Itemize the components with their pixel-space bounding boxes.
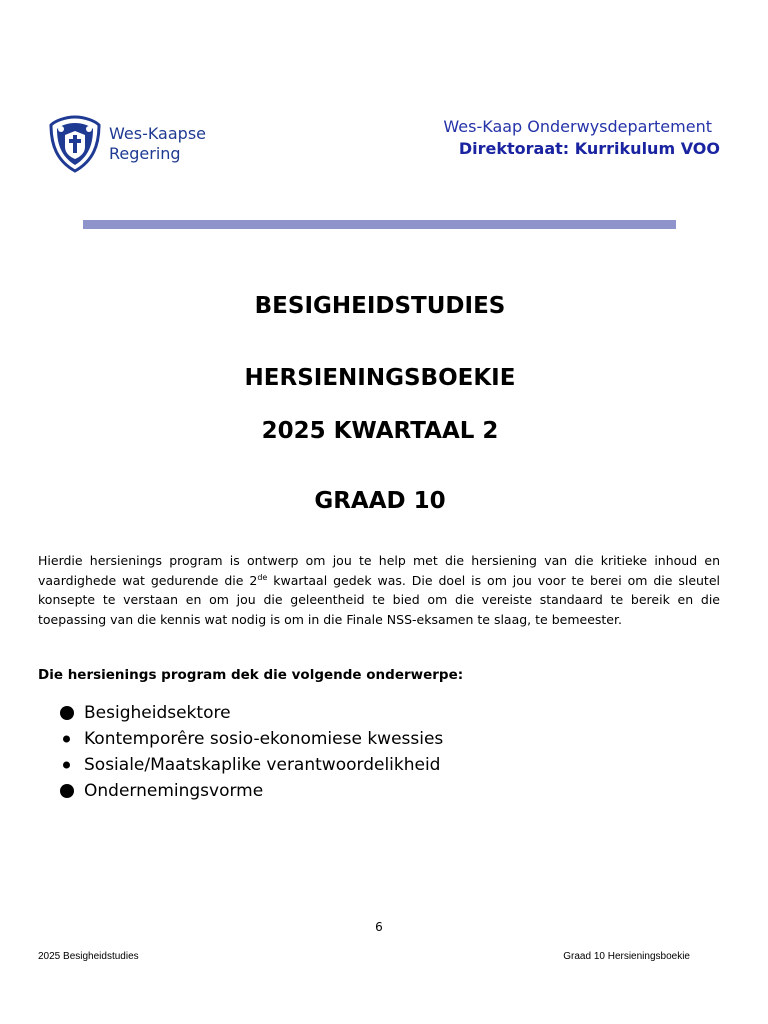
directorate-name: Direktoraat: Kurrikulum VOO (458, 139, 720, 158)
page-number: 6 (375, 920, 383, 934)
list-item (60, 778, 443, 804)
intro-paragraph (38, 551, 720, 629)
topic-label: Besigheidsektore (84, 703, 231, 723)
logo-text-line1: Wes-Kaapse (109, 124, 206, 143)
list-item (60, 700, 443, 726)
subject-title: BESIGHEIDSTUDIES (254, 293, 506, 319)
topics-list (60, 700, 443, 804)
list-item (60, 752, 443, 778)
bullet-icon (60, 784, 74, 798)
footer-right: Graad 10 Hersieningsboekie (563, 951, 690, 962)
topic-label: Kontemporêre sosio-ekonomiese kwessies (84, 729, 444, 749)
booklet-title: HERSIENINGSBOEKIE (244, 365, 516, 391)
bullet-icon (63, 736, 70, 743)
intro-part1: Hierdie hersienings program is ontwerp om jou te help met die hersiening van die kritieke inhoud en vaardighede wat gedurende die 2 (38, 553, 720, 588)
intro-part2: kwartaal gedek was. Die doel is om jou voor te berei om die sleutel konsepte te verstaan en om jou die geleentheid te bied om die vereiste standaard te bereik en die toepassing van die kennis wat nodig is om in die Finale NSS-eksamen te slaag, te bemeester. (38, 572, 720, 627)
coat-of-arms-icon (47, 115, 103, 173)
term-title: 2025 KWARTAAL 2 (261, 418, 499, 444)
footer-left: 2025 Besigheidstudies (38, 951, 139, 962)
topics-heading: Die hersienings program dek die volgende onderwerpe: (38, 667, 464, 683)
topic-label: Sosiale/Maatskaplike verantwoordelikheid (84, 755, 441, 775)
logo-text-line2: Regering (109, 144, 181, 163)
department-header (443, 116, 720, 160)
header-divider (83, 220, 676, 229)
grade-title: GRAAD 10 (314, 488, 446, 514)
topic-label: Ondernemingsvorme (84, 781, 264, 801)
wcg-logo (47, 115, 227, 175)
department-name: Wes-Kaap Onderwysdepartement (443, 117, 712, 136)
logo-text (109, 124, 206, 164)
list-item (60, 726, 443, 752)
bullet-icon (60, 706, 74, 720)
bullet-icon (63, 762, 70, 769)
intro-superscript: de (257, 572, 268, 582)
